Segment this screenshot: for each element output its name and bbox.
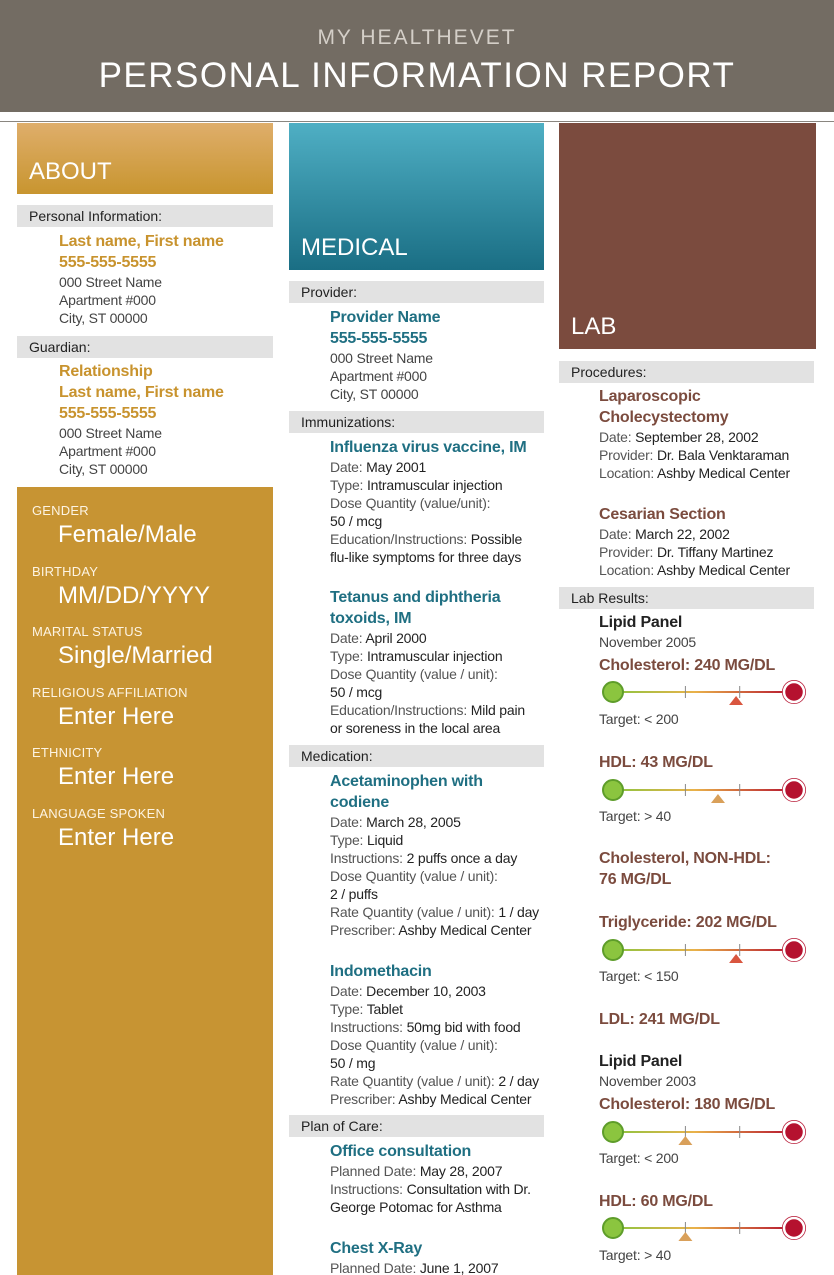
lab-column [559, 123, 816, 349]
demographics-box [17, 487, 273, 1275]
personal-phone: 555-555-5555 [59, 254, 157, 271]
meter-graphic [600, 679, 807, 705]
meter-low-dot [603, 1218, 623, 1238]
meter-tick [685, 686, 686, 698]
hdl-meter [600, 1215, 807, 1241]
meter-tick [739, 1126, 740, 1138]
medication-label: Medication: [289, 745, 544, 767]
hdl-target: Target: > 40 [599, 808, 671, 824]
meter-level-marker [711, 794, 725, 803]
about-heading: ABOUT [17, 123, 273, 194]
plan-item: Chest X-Ray Planned Date: June 1, 2007 [330, 1240, 499, 1275]
guardian-street: 000 Street Name [59, 425, 162, 441]
hdl-meter [600, 777, 807, 803]
meter-high-dot [784, 940, 804, 960]
provider-apt: Apartment #000 [330, 368, 427, 384]
personal-city: City, ST 00000 [59, 310, 148, 326]
meter-level-marker [729, 954, 743, 963]
immunization-item: Influenza virus vaccine, IM Date: May 2001 Type: Intramuscular injection Dose Quantity (value/unit): 50 / mcg Education/Instructions: Possible flu-like symptoms for three days [330, 439, 527, 565]
lab-heading: LAB [559, 123, 816, 349]
religious-affiliation-field: RELIGIOUS AFFILIATION Enter Here [32, 685, 188, 730]
ldl-result: LDL: 241 MG/DL [599, 1011, 720, 1028]
guardian-phone: 555-555-5555 [59, 405, 157, 422]
language-field: LANGUAGE SPOKEN Enter Here [32, 806, 175, 851]
cholesterol-meter [600, 679, 807, 705]
cholesterol-target: Target: < 200 [599, 711, 679, 727]
provider-phone: 555-555-5555 [330, 330, 428, 347]
meter-tick [739, 784, 740, 796]
meter-tick [739, 944, 740, 956]
meter-low-dot [603, 1122, 623, 1142]
meter-graphic [600, 1215, 807, 1241]
ethnicity-field: ETHNICITY Enter Here [32, 745, 175, 790]
gender-field: GENDER Female/Male [32, 503, 197, 548]
procedure-item: Cesarian Section Date: March 22, 2002 Provider: Dr. Tiffany Martinez Location: Ashby Medical Center [599, 506, 790, 578]
personal-apt: Apartment #000 [59, 292, 156, 308]
procedures-label: Procedures: [559, 361, 814, 383]
personal-info-label: Personal Information: [17, 205, 273, 227]
about-column [17, 123, 273, 194]
meter-level-marker [678, 1232, 692, 1241]
provider-street: 000 Street Name [330, 350, 433, 366]
meter-low-dot [603, 780, 623, 800]
guardian-relationship: Relationship [59, 363, 153, 380]
hdl-result: HDL: 43 MG/DL [599, 754, 713, 771]
meter-graphic [600, 937, 807, 963]
birthday-field: BIRTHDAY MM/DD/YYYY [32, 564, 211, 609]
procedure-item: Laparoscopic Cholecystectomy Date: September 28, 2002 Provider: Dr. Bala Venktaraman Location: Ashby Medical Center [599, 388, 790, 481]
header-title: PERSONAL INFORMATION REPORT [98, 56, 736, 95]
immunization-item: Tetanus and diphtheria toxoids, IM Date: April 2000 Type: Intramuscular injection Dose Quantity (value / unit): 50 / mcg Education/Instructions: Mild pain or soreness in the local area [330, 589, 525, 736]
provider-label: Provider: [289, 281, 544, 303]
triglyceride-result: Triglyceride: 202 MG/DL [599, 914, 777, 931]
meter-high-dot [784, 682, 804, 702]
meter-high-dot [784, 1122, 804, 1142]
cholesterol-result: Cholesterol: 180 MG/DL [599, 1096, 776, 1113]
cholesterol-result: Cholesterol: 240 MG/DL [599, 657, 776, 674]
lipid-panel-header: Lipid Panel November 2005 [599, 614, 697, 650]
lab-results-label: Lab Results: [559, 587, 814, 609]
meter-tick [739, 686, 740, 698]
medication-item: Acetaminophen with codiene Date: March 28, 2005 Type: Liquid Instructions: 2 puffs once a day Dose Quantity (value / unit): 2 / puffs Rate Quantity (value / unit): 1 / day Prescriber: Ashby Medical Center [330, 773, 539, 938]
report-header [0, 0, 834, 112]
personal-info-block [59, 231, 224, 327]
cholesterol-target: Target: < 200 [599, 1150, 679, 1166]
meter-track [613, 1227, 794, 1229]
provider-name: Provider Name [330, 309, 441, 326]
header-subtitle: MY HEALTHEVET [317, 26, 517, 49]
hdl-result: HDL: 60 MG/DL [599, 1193, 713, 1210]
medication-item: Indomethacin Date: December 10, 2003 Type: Tablet Instructions: 50mg bid with food Dose Quantity (value / unit): 50 / mg Rate Quantity (value / unit): 2 / day Prescriber: Ashby Medical Center [330, 963, 539, 1107]
meter-tick [739, 1222, 740, 1234]
plan-of-care-label: Plan of Care: [289, 1115, 544, 1137]
personal-street: 000 Street Name [59, 274, 162, 290]
guardian-label: Guardian: [17, 336, 273, 358]
guardian-name: Last name, First name [59, 384, 224, 401]
marital-status-field: MARITAL STATUS Single/Married [32, 624, 213, 669]
triglyceride-target: Target: < 150 [599, 968, 679, 984]
meter-low-dot [603, 940, 623, 960]
meter-high-dot [784, 1218, 804, 1238]
guardian-apt: Apartment #000 [59, 443, 156, 459]
meter-track [613, 1131, 794, 1133]
personal-name: Last name, First name [59, 233, 224, 250]
meter-track [613, 789, 794, 791]
meter-tick [685, 944, 686, 956]
hdl-target: Target: > 40 [599, 1247, 671, 1263]
meter-track [613, 691, 794, 693]
lipid-panel-header: Lipid Panel November 2003 [599, 1053, 697, 1089]
meter-track [613, 949, 794, 951]
triglyceride-meter [600, 937, 807, 963]
meter-high-dot [784, 780, 804, 800]
meter-level-marker [678, 1136, 692, 1145]
plan-item: Office consultation Planned Date: May 28, 2007 Instructions: Consultation with Dr. George Potomac for Asthma [330, 1143, 531, 1215]
header-rule [0, 121, 834, 122]
non-hdl-result: Cholesterol, NON-HDL: 76 MG/DL [599, 850, 771, 888]
meter-graphic [600, 1119, 807, 1145]
guardian-block [59, 361, 224, 478]
provider-city: City, ST 00000 [330, 386, 419, 402]
immunizations-label: Immunizations: [289, 411, 544, 433]
meter-tick [685, 784, 686, 796]
cholesterol-meter [600, 1119, 807, 1145]
medical-heading: MEDICAL [289, 123, 544, 270]
meter-graphic [600, 777, 807, 803]
meter-low-dot [603, 682, 623, 702]
meter-level-marker [729, 696, 743, 705]
provider-block [330, 307, 440, 403]
medical-column [289, 123, 544, 270]
guardian-city: City, ST 00000 [59, 461, 148, 477]
